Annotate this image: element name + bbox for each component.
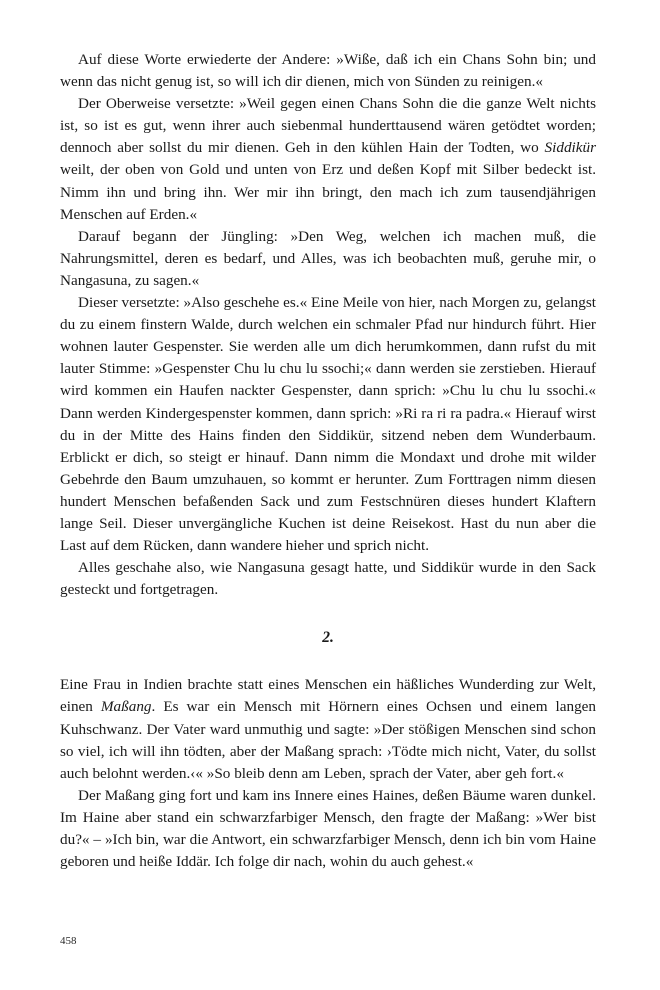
italic-text-run: Siddikür bbox=[544, 139, 596, 157]
text-run: Auf diese Worte erwiederte der Andere: »Wiße, daß ich ein Chans Sohn bin; und wenn das nicht genug ist, so will ich dir dienen, mich von Sünden zu reinigen.« bbox=[60, 51, 596, 91]
paragraph bbox=[60, 226, 596, 292]
text-run: Der Maßang ging fort und kam ins Innere eines Haines, deßen Bäume waren dunkel. Im Haine aber stand ein schwarzfarbiger Mensch, den fragte der Maßang: »Wer bist du?« – »Ich bin, war die Antwort, ein schwarzfarbiger Mensch, denn ich bin vom Haine geboren und heiße Iddär. Ich folge dir nach, wohin du auch gehest.« bbox=[60, 786, 596, 871]
text-run: Darauf begann der Jüngling: »Den Weg, welchen ich machen muß, die Nahrungsmittel, deren es bedarf, und Alles, was ich beobachten muß, geruhe mir, o Nangasuna, zu sagen.« bbox=[60, 227, 596, 289]
paragraph bbox=[60, 785, 596, 873]
section-number: 2. bbox=[322, 629, 334, 647]
paragraph bbox=[60, 49, 596, 93]
page-number: 458 bbox=[60, 935, 77, 947]
paragraph bbox=[60, 292, 596, 557]
text-run: Dieser versetzte: »Also geschehe es.« Eine Meile von hier, nach Morgen zu, gelangst du zu einem finstern Walde, durch welchen ein schmaler Pfad nur hindurch führt. Hier wohnen lauter Gespenster. Sie werden alle um dich herumkommen, dann rufst du mit lauter Stimme: »Gespenster Chu lu chu lu ssochi;« dann werden sie zerstieben. Hierauf wird kommen ein Haufen nackter Gespenster, dann sprich: »Chu lu chu lu ssochi.« Dann werden Kindergespenster kommen, dann sprich: »Ri ra ri ra padra.« Hierauf wirst du in der Mitte des Hains finden den Siddikür, sitzend neben dem Wunderbaum. Erblickt er dich, so steigt er hinauf. Dann nimm die Mondaxt und drohe mit wilder Gebehrde den Baum umzuhauen, so kommt er herunter. Zum Forttragen nimm diesen hundert Menschen befaßenden Sack und zum Festschnüren dieses hundert Klaftern lange Seil. Dieser unvergängliche Kuchen ist deine Reisekost. Hast du nun aber die Last auf dem Rücken, dann wandere hieher und sprich nicht. bbox=[60, 294, 596, 555]
text-run: Alles geschahe also, wie Nangasuna gesagt hatte, und Siddikür wurde in den Sack gesteckt und fortgetragen. bbox=[60, 559, 596, 599]
section-2 bbox=[60, 674, 596, 873]
paragraph bbox=[60, 674, 596, 784]
paragraph bbox=[60, 93, 596, 226]
section-1 bbox=[60, 49, 596, 601]
text-run: Der Oberweise versetzte: »Weil gegen einen Chans Sohn die die ganze Welt nichts ist, so ist es gut, wenn ihrer auch siebenmal hunderttausend wären getödtet worden; dennoch aber sollst du mir dienen. Geh in den kühlen Hain der Todten, wo bbox=[60, 95, 596, 157]
paragraph bbox=[60, 557, 596, 601]
text-run: Eine Frau in Indien brachte statt eines Menschen ein häßliches Wunderding zur Welt, einen bbox=[60, 676, 596, 716]
book-page bbox=[60, 49, 596, 873]
text-run: . Es war ein Mensch mit Hörnern eines Ochsen und einem langen Kuhschwanz. Der Vater ward unmuthig und sagte: »Der stößigen Menschen sind schon so viel, ich will ihn tödten, aber der Maßang sprach: ›Tödte mich nicht, Vater, du sollst auch belohnt werden.‹« »So bleib denn am Leben, sprach der Vater, aber geh fort.« bbox=[60, 698, 597, 782]
italic-text-run: Maßang bbox=[100, 698, 152, 716]
text-run: weilt, der oben von Gold und unten von Erz und deßen Kopf mit Silber bedeckt ist. Nimm ihn und bring ihn. Wer mir ihn bringt, den mach ich zum tausendjährigen Menschen auf Erden.« bbox=[60, 161, 596, 223]
